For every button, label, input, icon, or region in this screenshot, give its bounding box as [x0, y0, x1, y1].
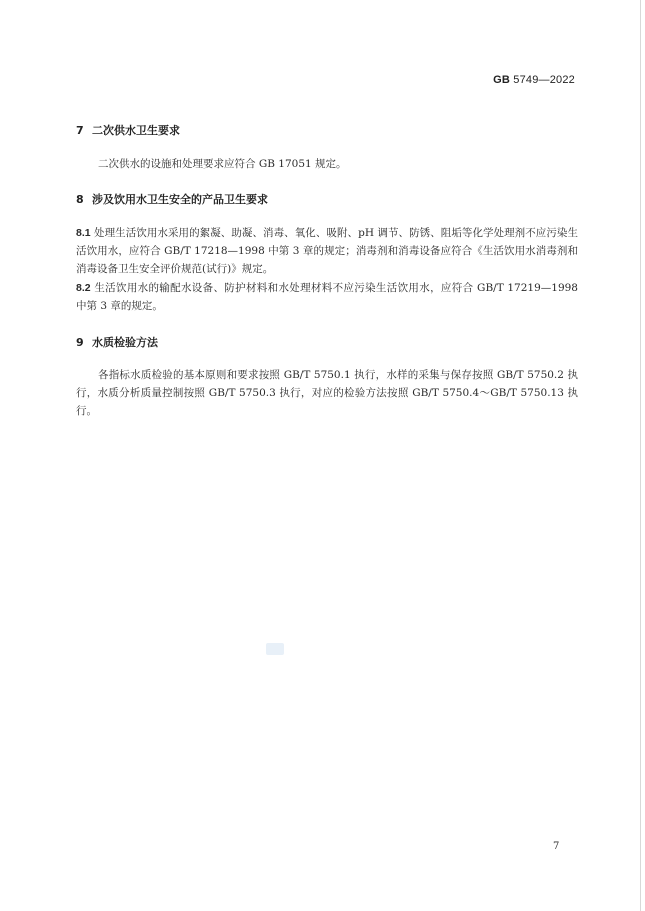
section-number: 8	[76, 193, 84, 206]
clause-number: 8.2	[76, 282, 91, 294]
section-7-paragraph: 二次供水的设施和处理要求应符合 GB 17051 规定。	[98, 158, 347, 170]
clause-number: 8.1	[76, 227, 91, 239]
page-edge-divider	[640, 0, 641, 911]
section-9-paragraph: 各指标水质检验的基本原则和要求按照 GB/T 5750.1 执行，水样的采集与保存按照 GB/T 5750.2 执行，水质分析质量控制按照 GB/T 5750.3 执行，对应的检验方法按照 GB/T 5750.4～GB/T 5750.13 执行。	[76, 369, 578, 417]
section-title: 水质检验方法	[92, 336, 158, 349]
section-7-heading	[76, 122, 180, 138]
section-number: 7	[76, 124, 84, 137]
standard-number: 5749—2022	[513, 74, 575, 86]
standard-prefix: GB	[493, 74, 510, 86]
section-9-heading	[76, 334, 158, 350]
section-8-heading	[76, 191, 268, 207]
clause-8-2	[76, 279, 578, 315]
standard-code	[493, 74, 575, 86]
section-title: 涉及饮用水卫生安全的产品卫生要求	[92, 193, 268, 206]
clause-text: 处理生活饮用水采用的絮凝、助凝、消毒、氧化、吸附、pH 调节、防锈、阻垢等化学处理剂不应污染生活饮用水，应符合 GB/T 17218—1998 中第 3 章的规定；消毒剂和消毒设备应符合《生活饮用水消毒剂和消毒设备卫生安全评价规范(试行)》规定。	[76, 227, 578, 275]
clause-8-1	[76, 224, 578, 278]
section-number: 9	[76, 336, 84, 349]
clause-text: 生活饮用水的输配水设备、防护材料和水处理材料不应污染生活饮用水，应符合 GB/T 17219—1998 中第 3 章的规定。	[76, 282, 578, 312]
watermark-mark	[266, 643, 284, 655]
section-title: 二次供水卫生要求	[92, 124, 180, 137]
page-number: 7	[553, 841, 560, 852]
